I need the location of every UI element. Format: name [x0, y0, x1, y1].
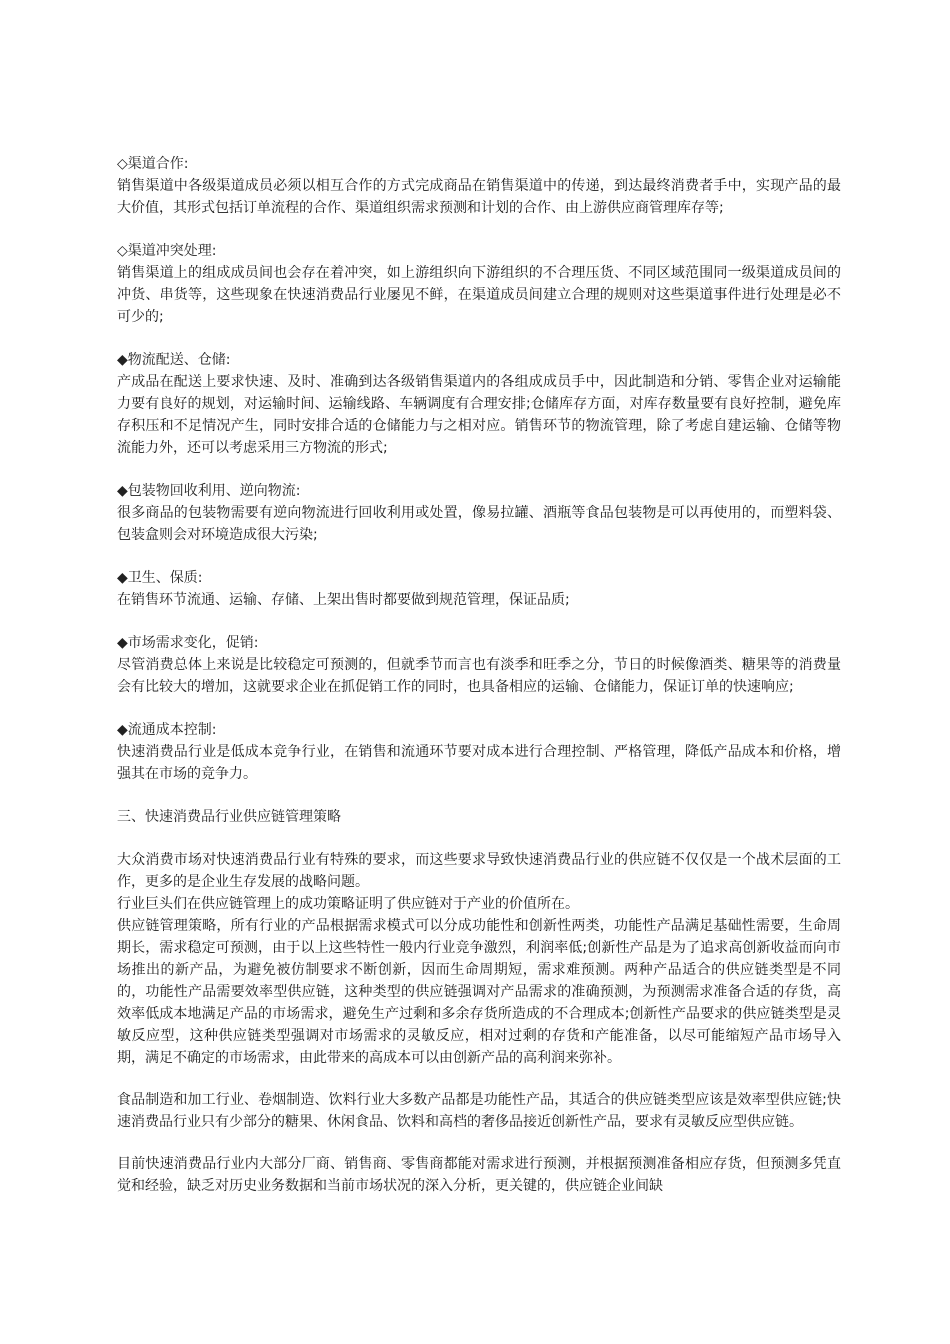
- section-channel-cooperation: [117, 153, 841, 219]
- spacer: [117, 828, 841, 849]
- section-heading: ◆包装物回收利用、逆向物流:: [117, 483, 301, 499]
- chapter-title: 三、快速消费品行业供应链管理策略: [117, 809, 341, 825]
- section-heading: ◇渠道冲突处理:: [117, 243, 217, 259]
- paragraph: 大众消费市场对快速消费品行业有特殊的要求，而这些要求导致快速消费品行业的供应链不仅仅是一个战术层面的工作，更多的是企业生存发展的战略问题。: [117, 852, 841, 890]
- spacer: [117, 1069, 841, 1089]
- section-heading: ◆卫生、保质:: [117, 570, 203, 586]
- section-heading: ◆物流配送、仓储:: [117, 352, 231, 368]
- section-body: 销售渠道中各级渠道成员必须以相互合作的方式完成商品在销售渠道中的传递，到达最终消费者手中，实现产品的最大价值，其形式包括订单流程的合作、渠道组织需求预测和计划的合作、由上游供应商管理库存等;: [117, 178, 841, 216]
- paragraph-forecasting: 目前快速消费品行业内大部分厂商、销售商、零售商都能对需求进行预测，并根据预测准备相应存货，但预测多凭直觉和经验，缺乏对历史业务数据和当前市场状况的深入分析，更关键的，供应链企业间缺: [117, 1156, 841, 1194]
- section-body: 在销售环节流通、运输、存储、上架出售时都要做到规范管理，保证品质;: [117, 592, 570, 608]
- section-heading: ◆市场需求变化，促销:: [117, 635, 259, 651]
- section-body: 产成品在配送上要求快速、及时、准确到达各级销售渠道内的各组成成员手中，因此制造和分销、零售企业对运输能力要有良好的规划，对运输时间、运输线路、车辆调度有合理安排;仓储库存方面，对库存数量要有良好控制，避免库存积压和不足情况产生，同时安排合适的仓储能力与之相对应。销售环节的物流管理，除了考虑自建运输、仓储等物流能力外，还可以考虑采用三方物流的形式;: [117, 374, 841, 456]
- section-heading: ◇渠道合作:: [117, 156, 189, 172]
- paragraph-functional-products: 食品制造和加工行业、卷烟制造、饮料行业大多数产品都是功能性产品，其适合的供应链类型应该是效率型供应链;快速消费品行业只有少部分的糖果、休闲食品、饮料和高档的奢侈品接近创新性产品，要求有灵敏反应型供应链。: [117, 1092, 841, 1130]
- section-logistics-storage: [117, 349, 841, 459]
- section-body: 销售渠道上的组成成员间也会存在着冲突，如上游组织向下游组织的不合理压货、不同区域范围同一级渠道成员间的冲货、串货等，这些现象在快速消费品行业屡见不鲜，在渠道成员间建立合理的规则对这些渠道事件进行处理是必不可少的;: [117, 265, 841, 325]
- section-body: 尽管消费总体上来说是比较稳定可预测的，但就季节而言也有淡季和旺季之分，节日的时候像酒类、糖果等的消费量会有比较大的增加，这就要求企业在抓促销工作的同时，也具备相应的运输、仓储能力，保证订单的快速响应;: [117, 657, 841, 695]
- spacer: [117, 1133, 841, 1153]
- section-body: 很多商品的包装物需要有逆向物流进行回收利用或处置，像易拉罐、酒瓶等食品包装物是可以再使用的，而塑料袋、包装盒则会对环境造成很大污染;: [117, 505, 841, 543]
- section-body: 快速消费品行业是低成本竞争行业，在销售和流通环节要对成本进行合理控制、严格管理，降低产品成本和价格，增强其在市场的竞争力。: [117, 744, 841, 782]
- section-demand-promotion: [117, 632, 841, 698]
- block-strategy: [117, 849, 841, 1069]
- section-heading: ◆流通成本控制:: [117, 722, 217, 738]
- section-packaging-recycling: [117, 480, 841, 546]
- section-hygiene-quality: [117, 567, 841, 611]
- paragraph: 行业巨头们在供应链管理上的成功策略证明了供应链对于产业的价值所在。: [117, 896, 579, 912]
- section-channel-conflict: [117, 240, 841, 328]
- section-cost-control: [117, 719, 841, 785]
- paragraph: 供应链管理策略，所有行业的产品根据需求模式可以分成功能性和创新性两类，功能性产品满足基础性需要，生命周期长，需求稳定可预测，由于以上这些特性一般内行业竞争激烈，利润率低;创新性产品是为了追求高创新收益而向市场推出的新产品，为避免被仿制要求不断创新，因而生命周期短，需求难预测。两种产品适合的供应链类型是不同的，功能性产品需要效率型供应链，这种类型的供应链强调对产品需求的准确预测，为预测需求准备合适的存货，高效率低成本地满足产品的市场需求，避免生产过剩和多余存货所造成的不合理成本;创新性产品要求的供应链类型是灵敏反应型，这种供应链类型强调对市场需求的灵敏反应，相对过剩的存货和产能准备，以尽可能缩短产品市场导入期，满足不确定的市场需求，由此带来的高成本可以由创新产品的高利润来弥补。: [117, 918, 841, 1066]
- document-page: [117, 153, 841, 1197]
